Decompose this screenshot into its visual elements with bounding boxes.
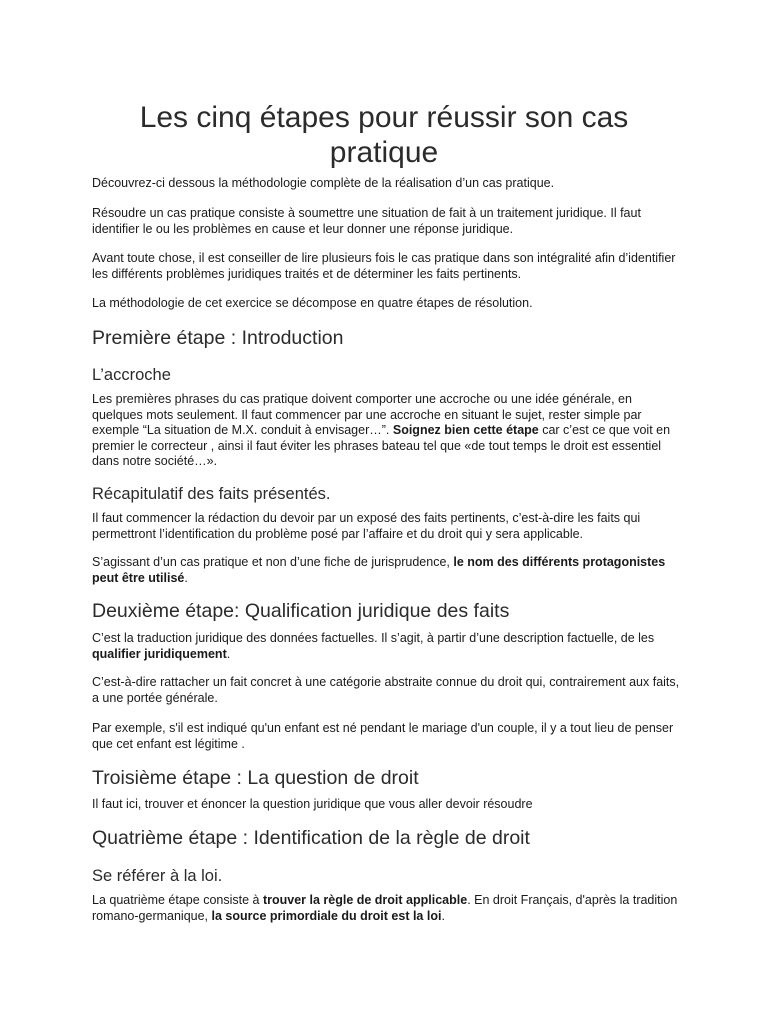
intro-paragraph: Découvrez-ci dessous la méthodologie complète de la réalisation d’un cas pratique.: [92, 176, 555, 190]
document-title: Les cinq étapes pour réussir son cas pratique: [139, 101, 629, 169]
accroche-paragraph: [92, 392, 684, 470]
avant-paragraph: Avant toute chose, il est conseiller de lire plusieurs fois le cas pratique dans son intégralité afin d’identifier les différents problèmes juridiques traités et de déterminer les faits pertinents.: [92, 251, 676, 281]
regle-text-e: .: [441, 908, 445, 923]
regle-text-a: La quatrième étape consiste à: [92, 893, 263, 907]
accroche-text-c: car c’est ce que voit en premier le correcteur , ainsi il faut éviter les phrases bateau tel que «de tout temps le droit est essentiel dans notre société…».: [92, 423, 671, 468]
protagonistes-text-a: S’agissant d’un cas pratique et non d’une fiche de jurisprudence,: [92, 555, 454, 569]
traduction-text-a: C’est la traduction juridique des données factuelles. Il s’agit, à partir d’une description factuelle, de les: [92, 631, 655, 645]
step1-heading: Première étape : Introduction: [92, 327, 344, 349]
step2-heading: Deuxième étape: Qualification juridique des faits: [92, 600, 510, 622]
traduction-emphasis: qualifier juridiquement: [92, 646, 227, 661]
regle-paragraph: [92, 893, 684, 924]
methodologie-paragraph: La méthodologie de cet exercice se décompose en quatre étapes de résolution.: [92, 296, 533, 310]
question-paragraph: Il faut ici, trouver et énoncer la question juridique que vous aller devoir résoudre: [92, 797, 533, 811]
protagonistes-paragraph: [92, 555, 684, 586]
step4-heading: Quatrième étape : Identification de la règle de droit: [92, 827, 530, 849]
regle-emphasis-2: la source primordiale du droit est la loi: [211, 908, 442, 923]
recapitulatif-paragraph: Il faut commencer la rédaction du devoir par un exposé des faits pertinents, c’est-à-dire les faits qui permettront l’identification du problème posé par l’affaire et du droit qui y sera applicable.: [92, 511, 641, 541]
protagonistes-text-c: .: [184, 570, 188, 585]
traduction-text-c: .: [226, 646, 231, 661]
traduction-paragraph: [92, 631, 684, 662]
accroche-subheading: L’accroche: [92, 366, 171, 384]
regle-text-c: . En droit Français, d'après la tradition romano-germanique,: [92, 893, 678, 923]
exemple-paragraph: Par exemple, s'il est indiqué qu'un enfant est né pendant le mariage d'un couple, il y a tout lieu de penser que cet enfant est légitime .: [92, 721, 674, 751]
step3-heading: Troisième étape : La question de droit: [92, 767, 419, 789]
regle-emphasis-1: trouver la règle de droit applicable: [262, 893, 468, 907]
accroche-text-a: Les premières phrases du cas pratique doivent comporter une accroche ou une idée générale, en quelques mots seulement. Il faut commencer par une accroche en situant le sujet, rester simple par exemple “La situation de M.X. conduit à envisager…”.: [92, 392, 642, 437]
rattacher-paragraph: C’est-à-dire rattacher un fait concret à une catégorie abstraite connue du droit qui, contrairement aux faits, a une portée générale.: [92, 675, 680, 705]
recapitulatif-subheading: Récapitulatif des faits présentés.: [92, 485, 331, 503]
loi-subheading: Se référer à la loi.: [92, 867, 223, 885]
protagonistes-emphasis: le nom des différents protagonistes peut être utilisé: [92, 555, 666, 585]
accroche-emphasis: Soignez bien cette étape: [392, 423, 539, 437]
resoudre-paragraph: Résoudre un cas pratique consiste à soumettre une situation de fait à un traitement juridique. Il faut identifier le ou les problèmes en cause et leur donner une réponse juridique.: [92, 206, 641, 236]
